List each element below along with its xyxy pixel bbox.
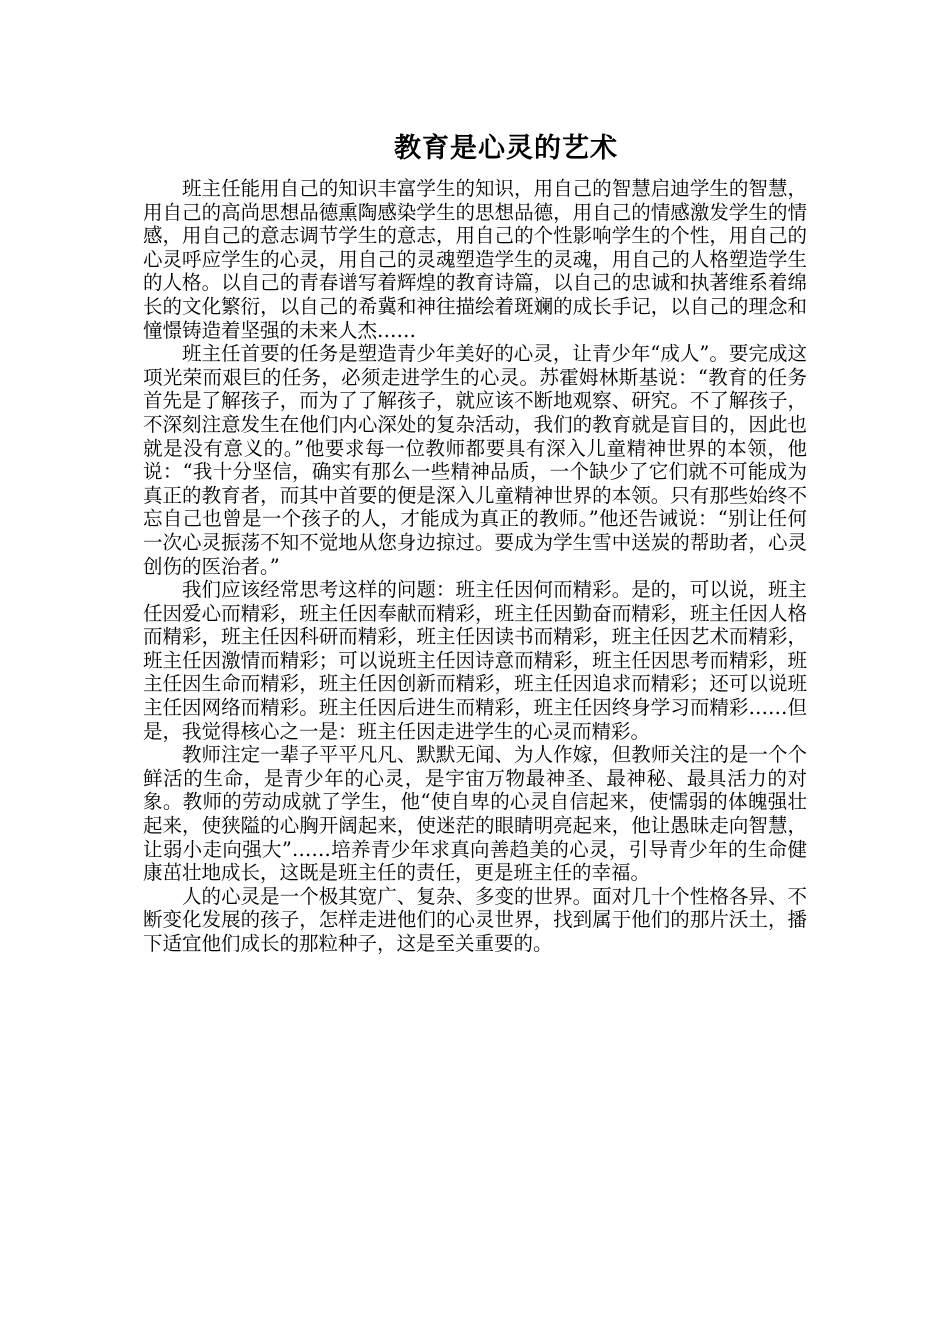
document-title: 教育是心灵的艺术: [394, 133, 618, 164]
document-body: [143, 177, 807, 956]
paragraph-3: 我们应该经常思考这样的问题：班主任因何而精彩。是的，可以说，班主任因爱心而精彩，班主任因奉献而精彩，班主任因勤奋而精彩，班主任因人格而精彩，班主任因科研而精彩，班主任因读书而精彩，班主任因艺术而精彩，班主任因激情而精彩；可以说班主任因诗意而精彩，班主任因思考而精彩，班主任因生命而精彩，班主任因创新而精彩，班主任因追求而精彩；还可以说班主任因网络而精彩。班主任因后进生而精彩，班主任因终身学习而精彩……但是，我觉得核心之一是：班主任因走进学生的心灵而精彩。: [143, 578, 807, 743]
paragraph-4: 教师注定一辈子平平凡凡、默默无闻、为人作嫁，但教师关注的是一个个鲜活的生命，是青少年的心灵，是宇宙万物最神圣、最神秘、最具活力的对象。教师的劳动成就了学生，他“使自卑的心灵自信起来，使懦弱的体魄强壮起来，使狭隘的心胸开阔起来，使迷茫的眼睛明亮起来，他让愚昧走向智慧，让弱小走向强大”……培养青少年求真向善趋美的心灵，引导青少年的生命健康茁壮地成长，这既是班主任的责任，更是班主任的幸福。: [143, 743, 807, 885]
paragraph-2: 班主任首要的任务是塑造青少年美好的心灵，让青少年“成人”。要完成这项光荣而艰巨的任务，必须走进学生的心灵。苏霍姆林斯基说：“教育的任务首先是了解孩子，而为了了解孩子，就应该不断地观察、研究。不了解孩子，不深刻注意发生在他们内心深处的复杂活动，我们的教育就是盲目的，因此也就是没有意义的。”他要求每一位教师都要具有深入儿童精神世界的本领，他说：“我十分坚信，确实有那么一些精神品质，一个缺少了它们就不可能成为真正的教育者，而其中首要的便是深入儿童精神世界的本领。只有那些始终不忘自己也曾是一个孩子的人，才能成为真正的教师。”他还告诫说：“别让任何一次心灵振荡不知不觉地从您身边掠过。要成为学生雪中送炭的帮助者，心灵创伤的医治者。”: [143, 342, 807, 578]
paragraph-1: 班主任能用自己的知识丰富学生的知识，用自己的智慧启迪学生的智慧，用自己的高尚思想品德熏陶感染学生的思想品德，用自己的情感激发学生的情感，用自己的意志调节学生的意志，用自己的个性影响学生的个性，用自己的心灵呼应学生的心灵，用自己的灵魂塑造学生的灵魂，用自己的人格塑造学生的人格。以自己的青春谱写着辉煌的教育诗篇，以自己的忠诚和执著维系着绵长的文化繁衍，以自己的希冀和神往描绘着斑斓的成长手记，以自己的理念和憧憬铸造着坚强的未来人杰……: [143, 177, 807, 342]
paragraph-5: 人的心灵是一个极其宽广、复杂、多变的世界。面对几十个性格各异、不断变化发展的孩子，怎样走进他们的心灵世界，找到属于他们的那片沃土，播下适宜他们成长的那粒种子，这是至关重要的。: [143, 884, 807, 955]
